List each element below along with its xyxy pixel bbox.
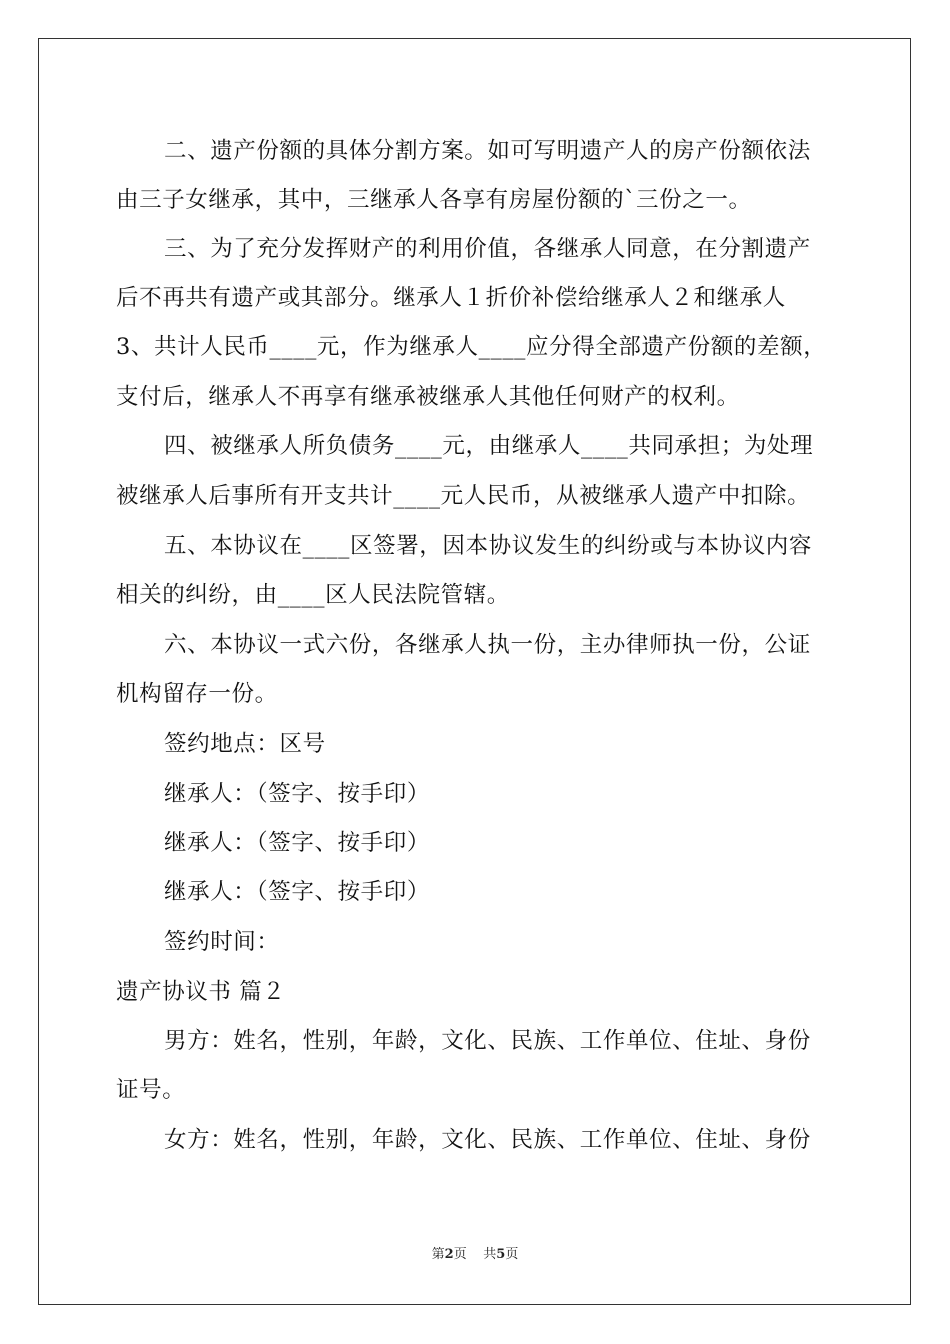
page-border	[38, 38, 911, 1305]
heir-signature-line: 继承人：（签字、按手印）	[164, 879, 430, 905]
paragraph-line: 六、本协议一式六份，各继承人执一份，主办律师执一份，公证	[164, 632, 811, 658]
signing-location: 签约地点：区号	[164, 731, 326, 757]
page-footer	[0, 1246, 950, 1264]
paragraph-line: 机构留存一份。	[116, 681, 278, 707]
paragraph-line: 后不再共有遗产或其部分。继承人１折价补偿给继承人２和继承人	[116, 285, 786, 311]
paragraph-line: 四、被继承人所负债务____元，由继承人____共同承担；为处理	[164, 433, 814, 459]
paragraph-line: 被继承人后事所有开支共计____元人民币，从被继承人遗产中扣除。	[116, 483, 811, 509]
signing-date: 签约时间：	[164, 929, 280, 955]
page-number: 2	[444, 1247, 454, 1262]
paragraph-line: 男方：姓名，性别，年龄，文化、民族、工作单位、住址、身份	[164, 1028, 811, 1054]
paragraph-line: 相关的纠纷，由____区人民法院管辖。	[116, 582, 510, 608]
heir-signature-line: 继承人：（签字、按手印）	[164, 781, 430, 807]
total-suffix: 页	[505, 1247, 519, 1262]
total-pages: 5	[496, 1247, 506, 1262]
paragraph-line: 五、本协议在____区签署，因本协议发生的纠纷或与本协议内容	[164, 533, 813, 559]
paragraph-line: 3、共计人民币____元，作为继承人____应分得全部遗产份额的差额，	[116, 334, 827, 360]
heir-signature-line: 继承人：（签字、按手印）	[164, 830, 430, 856]
page-prefix: 第	[431, 1247, 445, 1262]
paragraph-line: 二、遗产份额的具体分割方案。如可写明遗产人的房产份额依法	[164, 138, 811, 164]
paragraph-line: 支付后，继承人不再享有继承被继承人其他任何财产的权利。	[116, 384, 740, 410]
paragraph-line: 由三子女继承，其中，三继承人各享有房屋份额的`三份之一。	[116, 187, 752, 213]
total-prefix: 共	[483, 1247, 497, 1262]
page-suffix: 页	[453, 1247, 467, 1262]
paragraph-line: 三、为了充分发挥财产的利用价值，各继承人同意，在分割遗产	[164, 236, 811, 262]
paragraph-line: 女方：姓名，性别，年龄，文化、民族、工作单位、住址、身份	[164, 1127, 811, 1153]
paragraph-line: 证号。	[116, 1077, 186, 1103]
section-heading: 遗产协议书 篇２	[116, 979, 286, 1005]
